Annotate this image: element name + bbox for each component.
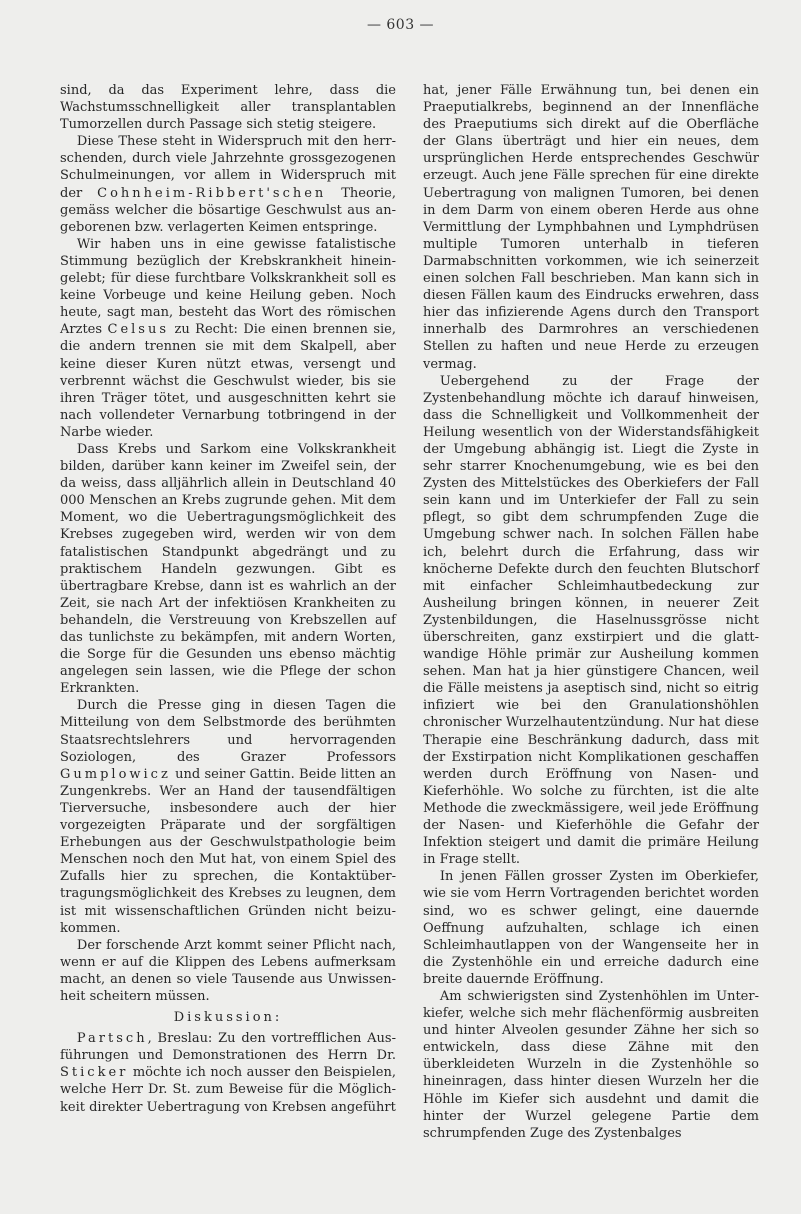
name-spaced: Partsch: [76, 1031, 148, 1047]
right-column: [423, 82, 759, 1142]
paragraph: In jenen Fällen grosser Zysten im Oberkiefer, wie sie vom Herrn Vortragenden berichtet worden sind, wo es schwer gelingt, eine dauernde Oeffnung aufzuhalten, schlage ich einen Schleimhautlappen von der Wangenseite her in die Zystenhöhle ein und erreiche dadurch eine breite dauernde Eröffnung.: [423, 869, 759, 987]
paragraph: Diese These steht in Widerspruch mit den herrschenden, durch viele Jahrzehnte grossgezogenen Schulmeinungen, vor allem in Widerspruch mit der Cohnheim-Ribbert'schen Theorie, gemäss welcher die bösartige Geschwulst aus angeborenen bzw. verlagerten Keimen entspringe.: [60, 134, 396, 235]
paragraph: Wir haben uns in eine gewisse fatalistische Stimmung bezüglich der Krebskrankheit hineingelebt; für diese furchtbare Volkskrankheit soll es keine Vorbeuge und keine Heilung geben. Noch heute, sagt man, besteht das Wort des römischen Arztes Celsus zu Recht: Die einen brennen sie, die andern trennen sie mit dem Skalpell, aber keine dieser Kuren nützt etwas, versengt und verbrennt wächst die Geschwulst wieder, bis sie ihren Träger tötet, und ausgeschnitten kehrt sie nach vollendeter Vernarbung totbringend in der Narbe wieder.: [60, 236, 396, 440]
paragraph: sind, da das Experiment lehre, dass die Wachstumsschnelligkeit aller transplantablen Tumorzellen durch Passage sich stetig steigere.: [60, 83, 396, 133]
paragraph: Der forschende Arzt kommt seiner Pflicht nach, wenn er auf die Klippen des Lebens aufmerksam macht, an denen so viele Tausende aus Unwissenheit scheitern müssen.: [60, 937, 396, 1004]
paragraph: Uebergehend zu der Frage der Zystenbehandlung möchte ich darauf hinweisen, dass die Schnelligkeit und Vollkommenheit der Heilung wesentlich von der Widerstandsfähigkeit der Umgebung abhängig ist. Liegt die Zyste in sehr starrer Knochenumgebung, wie es bei den Zysten des Mittelstückes des Oberkiefers der Fall sein kann und im Unterkiefer der Fall zu sein pflegt, so gibt dem schrumpfenden Zuge die Umgebung schwer nach. In solchen Fällen habe ich, belehrt durch die Erfahrung, dass wir knöcherne Defekte durch den feuchten Blutschorf mit einfacher Schleimhautbedeckung zur Ausheilung bringen können, in neuerer Zeit Zystenbildungen, die Haselnussgrösse nicht überschreiten, ganz exstirpiert und die glattwandige Höhle primär zur Ausheilung kommen sehen. Man hat ja hier günstigere Chancen, weil die Fälle meistens ja aseptisch sind, nicht so eitrig infiziert wie bei den Granulationshöhlen chronischer Wurzelhautentzündung. Nur hat diese Therapie eine Beschränkung dadurch, dass mit der Exstirpation nicht Komplikationen geschaffen werden durch Eröffnung von Nasen- und Kieferhöhle. Wo solche zu fürchten, ist die alte Methode die zweckmässigere, weil jede Eröffnung der Nasen- und Kieferhöhle die Gefahr der Infektion steigert und damit die primäre Heilung in Frage stellt.: [423, 373, 759, 868]
paragraph: Dass Krebs und Sarkom eine Volkskrankheit bilden, darüber kann keiner im Zweifel sein, der da weiss, dass alljährlich allein in Deutschland 40 000 Menschen an Krebs zugrunde gehen. Mit dem Moment, wo die Uebertragungsmöglichkeit des Krebses zugegeben wird, werden wir von dem fatalistischen Standpunkt abgedrängt und zu praktischem Handeln gezwungen. Gibt es übertragbare Krebse, dann ist es wahrlich an der Zeit, sie nach Art der infektiösen Krankheiten zu behandeln, die Verstreuung von Krebszellen auf das tunlichste zu bekämpfen, mit andern Worten, die Sorge für die Gesunden uns ebenso mächtig angelegen sein lassen, wie die Pflege der schon Erkrankten.: [60, 441, 396, 697]
page-number: — 603 —: [366, 17, 435, 33]
paragraph: Durch die Presse ging in diesen Tagen die Mitteilung von dem Selbstmorde des berühmten Staatsrechtslehrers und hervorragenden Soziologen, des Grazer Professors Gumplowicz und seiner Gattin. Beide litten an Zungenkrebs. Wer an Hand der tausendfältigen Tierversuche, insbesondere auch der hier vorgezeigten Präparate und der sorgfältigen Erhebungen aus der Geschwulstpathologie beim Menschen noch den Mut hat, von einem Spiel des Zufalls hier zu sprechen, die Kontaktübertragungsmöglichkeit des Krebses zu leugnen, dem ist mit wissenschaftlichen Gründen nicht beizukommen.: [60, 698, 396, 936]
paragraph: hat, jener Fälle Erwähnung tun, bei denen ein Praeputialkrebs, beginnend an der Innenfläche des Praeputiums sich direkt auf die Oberfläche der Glans überträgt und hier ein neues, dem ursprünglichen Herde entsprechendes Geschwür erzeugt. Auch jene Fälle sprechen für eine direkte Uebertragung von malignen Tumoren, bei denen in dem Darm von einem oberen Herde aus ohne Vermittlung der Lymphbahnen und Lymphdrüsen multiple Tumoren unterhalb in tieferen Darmabschnitten vorkommen, wie ich seinerzeit einen solchen Fall beschrieben. Man kann sich in diesen Fällen kaum des Eindrucks erwehren, dass hier das infizierende Agens durch den Transport innerhalb des Darmrohres an verschiedenen Stellen zu haften und neue Herde zu erzeugen vermag.: [423, 83, 759, 372]
name-spaced: Sticker: [60, 1065, 129, 1081]
section-heading: Diskussion:: [173, 1010, 283, 1026]
name-spaced: Cohnheim-Ribbert'schen: [97, 185, 327, 201]
name-spaced: Gumplowicz: [60, 766, 171, 782]
paragraph: Am schwierigsten sind Zystenhöhlen im Unterkiefer, welche sich mehr flächenförmig ausbreiten und hinter Alveolen gesunder Zähne her sich so entwickeln, dass diese Zähne mit den überkleideten Wurzeln in die Zystenhöhle so hineinragen, dass hinter diesen Wurzeln her die Höhle im Kiefer sich ausdehnt und damit die hinter der Wurzel gelegene Partie dem schrumpfenden Zuge des Zystenbalges: [423, 988, 759, 1141]
name-spaced: Celsus: [107, 322, 170, 338]
left-column: [60, 82, 396, 1116]
paragraph: Partsch, Breslau: Zu den vortrefflichen Ausführungen und Demonstrationen des Herrn Dr. Sticker möchte ich noch ausser den Beispielen, welche Herr Dr. St. zum Beweise für die Möglichkeit direkter Uebertragung von Krebsen angeführt: [60, 1031, 396, 1115]
